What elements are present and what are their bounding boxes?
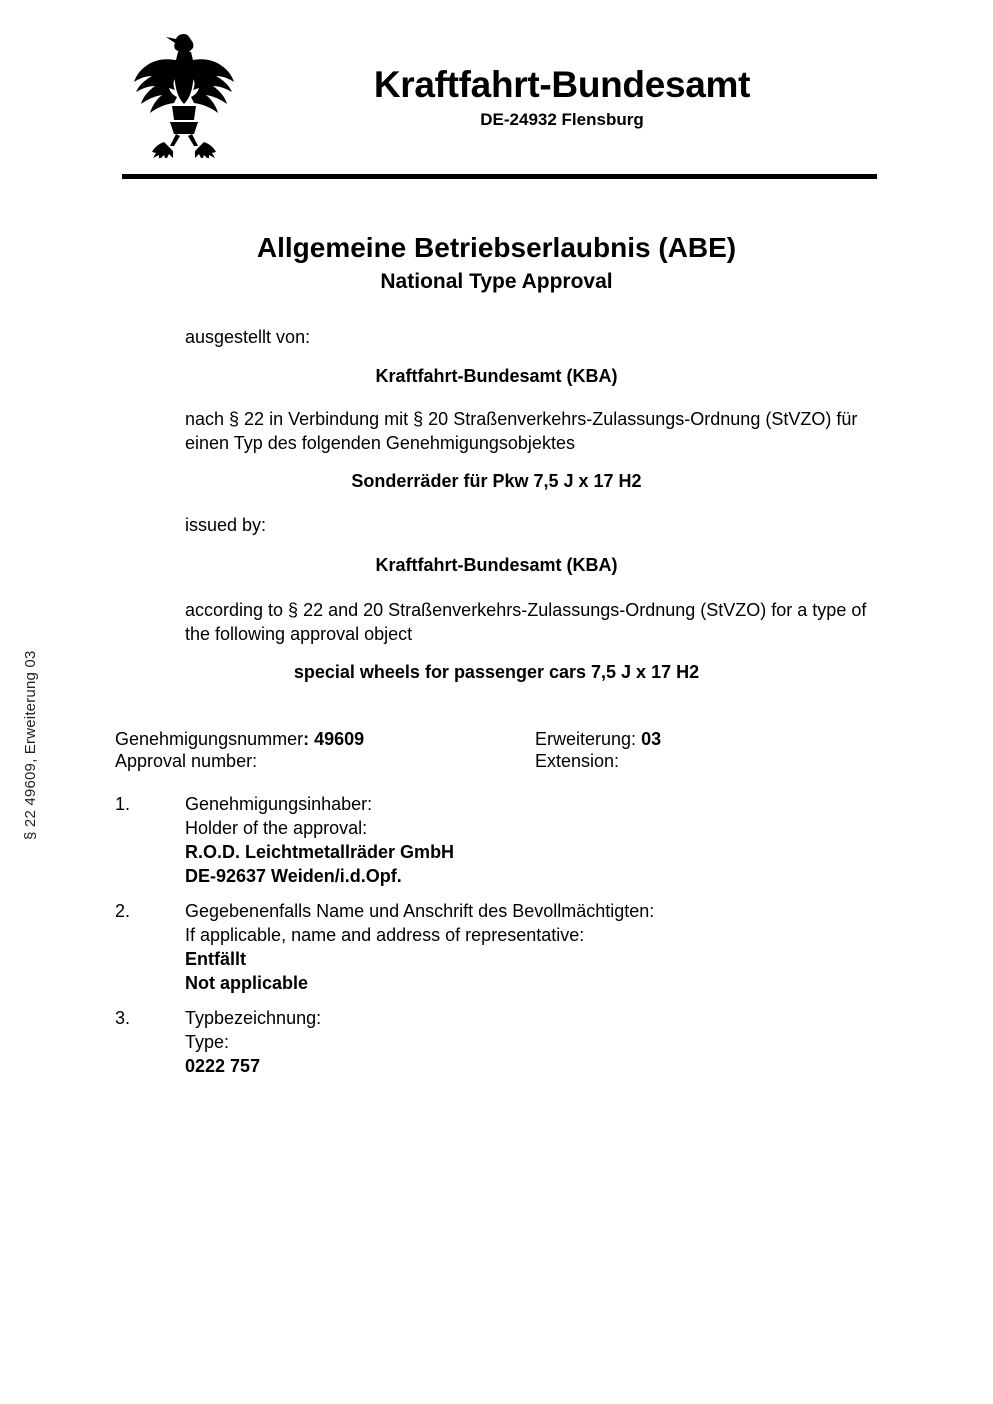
legal-basis-en: according to § 22 and 20 Straßenverkehrs-Zulassungs-Ordnung (StVZO) for a type of the following approval object	[185, 600, 867, 644]
item-label-de: Gegebenenfalls Name und Anschrift des Bevollmächtigten:	[185, 901, 655, 921]
page-title: Allgemeine Betriebserlaubnis (ABE)	[256, 232, 737, 263]
organisation-name: Kraftfahrt-Bundesamt	[373, 64, 751, 105]
legal-basis-de: nach § 22 in Verbindung mit § 20 Straßenverkehrs-Zulassungs-Ordnung (StVZO) für einen Typ des folgenden Genehmigungsobjektes	[185, 409, 858, 453]
item-label-en: If applicable, name and address of representative:	[185, 925, 585, 945]
approval-number-colon: :	[303, 729, 310, 749]
issued-by-label-de: ausgestellt von:	[185, 327, 311, 347]
extension-value: 03	[641, 729, 662, 749]
item-number: 3.	[115, 1008, 131, 1028]
item-value-line2: Not applicable	[185, 973, 309, 993]
approval-number-label-de: Genehmigungsnummer	[115, 729, 304, 749]
margin-note: § 22 49609, Erweiterung 03	[22, 650, 39, 840]
authority-name-de: Kraftfahrt-Bundesamt (KBA)	[375, 366, 618, 386]
document-header	[0, 22, 993, 162]
item-number: 1.	[115, 794, 131, 814]
item-number: 2.	[115, 901, 131, 921]
item-label-de: Genehmigungsinhaber:	[185, 794, 373, 814]
item-label-en: Holder of the approval:	[185, 818, 368, 838]
organisation-address: DE-24932 Flensburg	[480, 110, 644, 129]
item-value-line1: 0222 757	[185, 1056, 261, 1076]
page-subtitle: National Type Approval	[380, 270, 613, 293]
approval-number-line	[115, 727, 364, 751]
item-representative	[185, 899, 905, 995]
authority-name-en: Kraftfahrt-Bundesamt (KBA)	[375, 555, 618, 575]
federal-eagle-icon	[128, 30, 240, 158]
extension-label-de: Erweiterung:	[535, 729, 637, 749]
item-holder	[185, 792, 905, 888]
item-value-line1: R.O.D. Leichtmetallräder GmbH	[185, 842, 455, 862]
approval-object-de: Sonderräder für Pkw 7,5 J x 17 H2	[351, 471, 642, 491]
item-value-line2: DE-92637 Weiden/i.d.Opf.	[185, 866, 402, 886]
item-value-line1: Entfällt	[185, 949, 246, 969]
header-divider	[122, 174, 877, 179]
item-type-designation	[185, 1006, 905, 1078]
extension-line	[535, 727, 661, 751]
item-label-de: Typbezeichnung:	[185, 1008, 322, 1028]
approval-object-en: special wheels for passenger cars 7,5 J x 17 H2	[293, 662, 700, 682]
approval-number-value: 49609	[314, 729, 365, 749]
extension-label-en: Extension:	[535, 751, 620, 771]
item-label-en: Type:	[185, 1032, 230, 1052]
issued-by-label-en: issued by:	[185, 515, 267, 535]
approval-number-label-en: Approval number:	[115, 751, 258, 771]
